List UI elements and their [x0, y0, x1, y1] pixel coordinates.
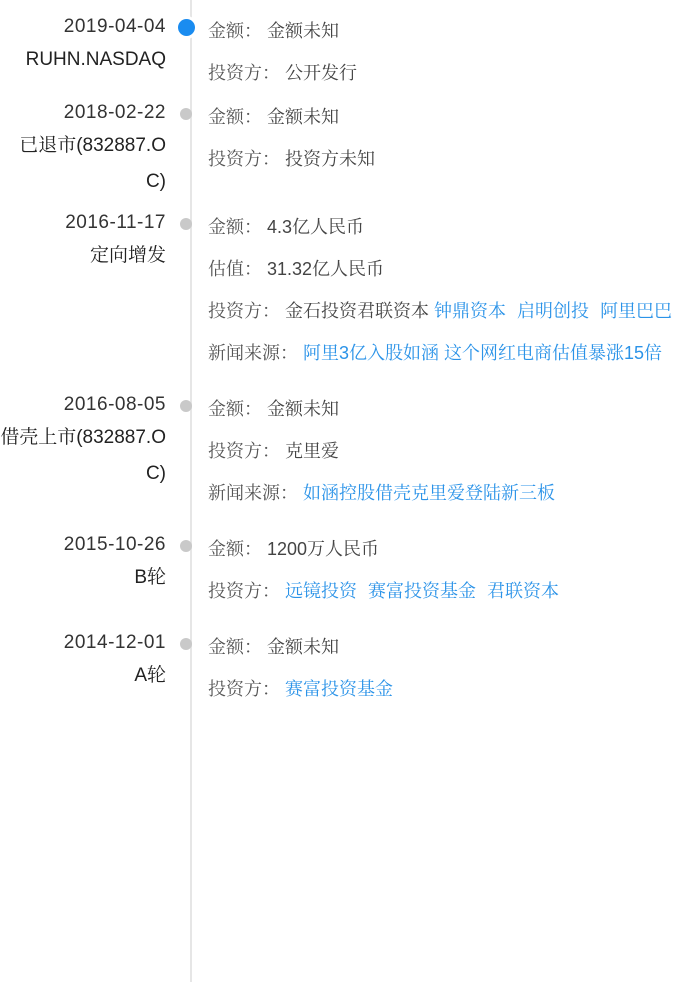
investors-plain: 投资方未知: [285, 149, 376, 169]
investor-link[interactable]: 赛富投资基金: [285, 679, 394, 699]
event-stage: 借壳上市(832887.OC): [0, 427, 166, 484]
section-spacer: [0, 616, 700, 628]
amount-row: [208, 100, 700, 134]
investors-label: 投资方：: [208, 679, 280, 699]
event-left-column: [0, 628, 178, 694]
amount-label: 金额：: [208, 107, 262, 127]
timeline-dot: [180, 218, 192, 230]
timeline-dot: [180, 108, 192, 120]
investors-plain: 克里爱: [285, 441, 340, 461]
investor-link[interactable]: 钟鼎资本: [434, 301, 507, 321]
timeline-event: [0, 530, 700, 608]
amount-value: 金额未知: [267, 21, 340, 41]
investors-plain: 金石投资君联资本: [285, 301, 430, 321]
investors-label: 投资方：: [208, 63, 280, 83]
event-details: [202, 98, 700, 176]
event-date: 2016-11-17: [65, 212, 166, 233]
event-stage: 已退市(832887.OC): [19, 135, 166, 192]
valuation-value: 31.32亿人民币: [267, 259, 385, 279]
event-left-column: [0, 98, 178, 200]
news-row: [208, 476, 700, 510]
amount-value: 4.3亿人民币: [267, 217, 365, 237]
event-left-column: [0, 208, 178, 274]
event-stage: B轮: [134, 567, 166, 588]
news-row: [208, 336, 700, 370]
investor-link[interactable]: 远镜投资: [285, 581, 358, 601]
event-date: 2015-10-26: [63, 534, 166, 555]
timeline-event: [0, 98, 700, 200]
event-left-column: [0, 530, 178, 596]
investor-link[interactable]: 启明创投: [517, 301, 590, 321]
amount-value: 1200万人民币: [267, 539, 380, 559]
investors-label: 投资方：: [208, 581, 280, 601]
event-date: 2014-12-01: [63, 632, 166, 653]
investors-label: 投资方：: [208, 301, 280, 321]
investors-plain: 公开发行: [285, 63, 358, 83]
event-details: [202, 208, 700, 370]
amount-row: [208, 210, 700, 244]
timeline-dot: [180, 638, 192, 650]
investor-link[interactable]: 赛富投资基金: [368, 581, 477, 601]
amount-row: [208, 532, 700, 566]
timeline-event: [0, 628, 700, 706]
investors-label: 投资方：: [208, 441, 280, 461]
event-stage: 定向增发: [89, 245, 166, 266]
timeline-event: [0, 208, 700, 370]
news-label: 新闻来源：: [208, 343, 298, 363]
timeline-event: [0, 12, 700, 90]
investors-row: [208, 574, 700, 608]
investor-link[interactable]: 阿里巴巴: [600, 301, 673, 321]
amount-value: 金额未知: [267, 637, 340, 657]
amount-value: 金额未知: [267, 399, 340, 419]
investors-row: [208, 434, 700, 468]
news-link[interactable]: 如涵控股借壳克里爱登陆新三板: [303, 483, 556, 503]
event-stage: RUHN.NASDAQ: [25, 49, 166, 70]
investors-row: [208, 142, 700, 176]
timeline-dot: [180, 540, 192, 552]
event-stage: A轮: [134, 665, 166, 686]
amount-row: [208, 392, 700, 426]
event-left-column: [0, 390, 178, 492]
amount-label: 金额：: [208, 539, 262, 559]
timeline-dot: [180, 400, 192, 412]
valuation-row: [208, 252, 700, 286]
section-spacer: [0, 518, 700, 530]
timeline-dot-active: [178, 19, 195, 36]
timeline-event: [0, 390, 700, 510]
section-spacer: [0, 378, 700, 390]
event-details: [202, 390, 700, 510]
amount-row: [208, 14, 700, 48]
valuation-label: 估值：: [208, 259, 262, 279]
news-label: 新闻来源：: [208, 483, 298, 503]
news-link[interactable]: 阿里3亿入股如涵 这个网红电商估值暴涨15倍: [303, 343, 663, 363]
event-date: 2016-08-05: [63, 394, 166, 415]
amount-label: 金额：: [208, 217, 262, 237]
investors-row: [208, 294, 700, 328]
investors-label: 投资方：: [208, 149, 280, 169]
amount-row: [208, 630, 700, 664]
event-date: 2018-02-22: [63, 102, 166, 123]
amount-value: 金额未知: [267, 107, 340, 127]
event-date: 2019-04-04: [63, 16, 166, 37]
event-left-column: [0, 12, 178, 78]
amount-label: 金额：: [208, 637, 262, 657]
investor-link[interactable]: 君联资本: [487, 581, 560, 601]
investors-row: [208, 672, 700, 706]
event-details: [202, 530, 700, 608]
event-details: [202, 12, 700, 90]
investors-row: [208, 56, 700, 90]
event-details: [202, 628, 700, 706]
amount-label: 金额：: [208, 21, 262, 41]
amount-label: 金额：: [208, 399, 262, 419]
